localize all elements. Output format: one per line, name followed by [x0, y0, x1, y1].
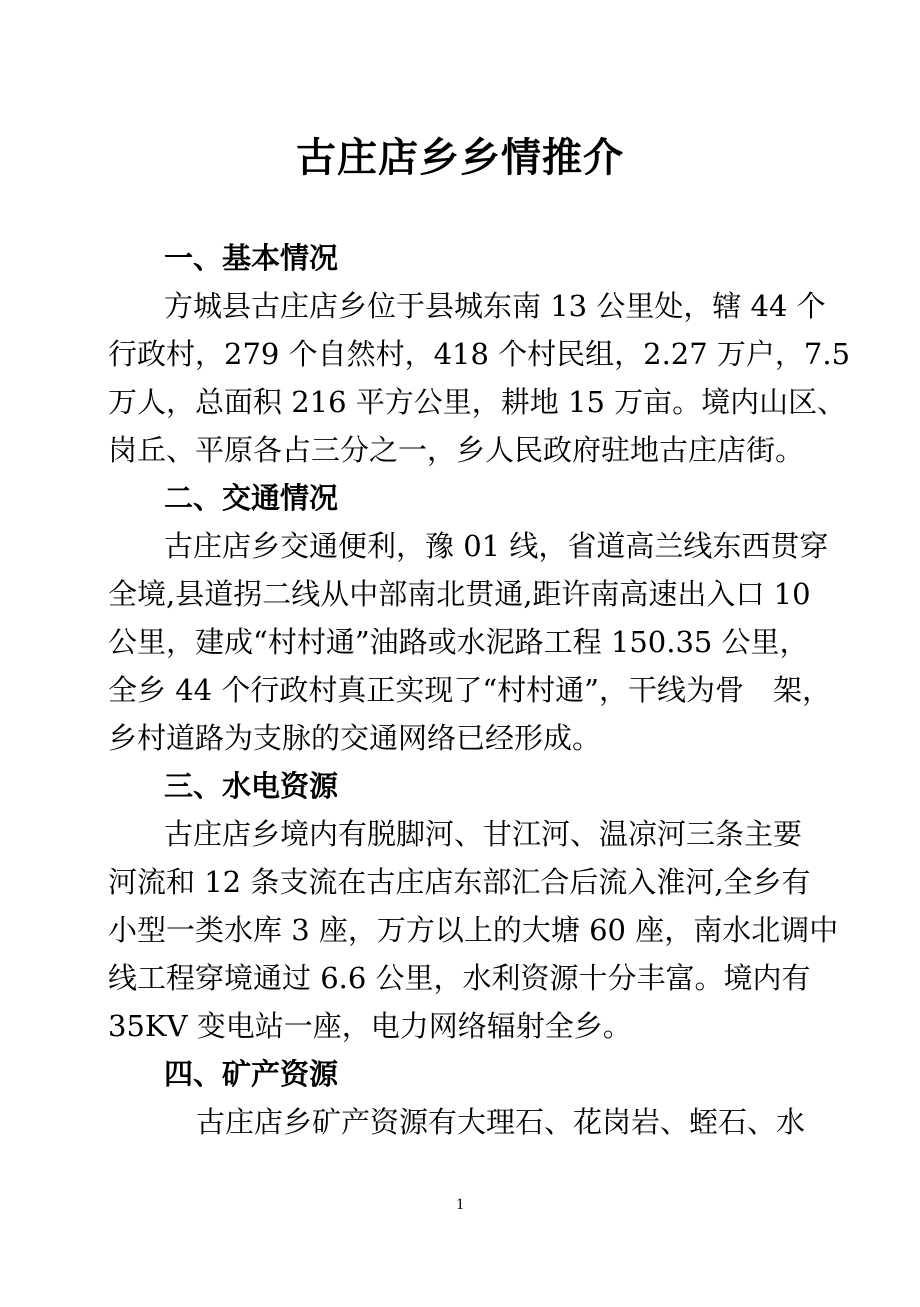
paragraph-line: 全乡 44 个行政村真正实现了“村村通”，干线为骨 架， — [108, 673, 831, 707]
paragraph-line: 小型一类水库 3 座，万方以上的大塘 60 座，南水北调中 — [108, 913, 839, 947]
section-heading-transport: 二、交通情况 — [164, 481, 339, 515]
paragraph-line: 河流和 12 条支流在古庄店东部汇合后流入淮河,全乡有 — [108, 865, 811, 899]
paragraph-line: 古庄店乡矿产资源有大理石、花岗岩、蛭石、水 — [196, 1105, 806, 1139]
paragraph-line: 公里，建成“村村通”油路或水泥路工程 150.35 公里， — [108, 625, 809, 659]
section-heading-basic: 一、基本情况 — [164, 241, 339, 275]
paragraph-line: 线工程穿境通过 6.6 公里，水利资源十分丰富。境内有 — [108, 961, 811, 995]
paragraph-line: 方城县古庄店乡位于县城东南 13 公里处，辖 44 个 — [164, 289, 826, 323]
paragraph-line: 全境,县道拐二线从中部南北贯通,距许南高速出入口 10 — [108, 577, 811, 611]
paragraph-line: 岗丘、平原各占三分之一，乡人民政府驻地古庄店街。 — [108, 433, 805, 467]
paragraph-line: 行政村，279 个自然村，418 个村民组，2.27 万户，7.5 — [108, 337, 851, 371]
paragraph-line: 35KV 变电站一座，电力网络辐射全乡。 — [108, 1009, 632, 1043]
page-number: 1 — [456, 1196, 464, 1213]
paragraph-line: 乡村道路为支脉的交通网络已经形成。 — [108, 721, 602, 755]
section-heading-water-power: 三、水电资源 — [164, 769, 339, 803]
section-heading-minerals: 四、矿产资源 — [164, 1057, 339, 1091]
paragraph-line: 古庄店乡交通便利，豫 01 线，省道高兰线东西贯穿 — [164, 529, 829, 563]
paragraph-line: 古庄店乡境内有脱脚河、甘江河、温凉河三条主要 — [164, 817, 803, 851]
document-title: 古庄店乡乡情推介 — [296, 135, 624, 181]
paragraph-line: 万人，总面积 216 平方公里，耕地 15 万亩。境内山区、 — [108, 385, 847, 419]
